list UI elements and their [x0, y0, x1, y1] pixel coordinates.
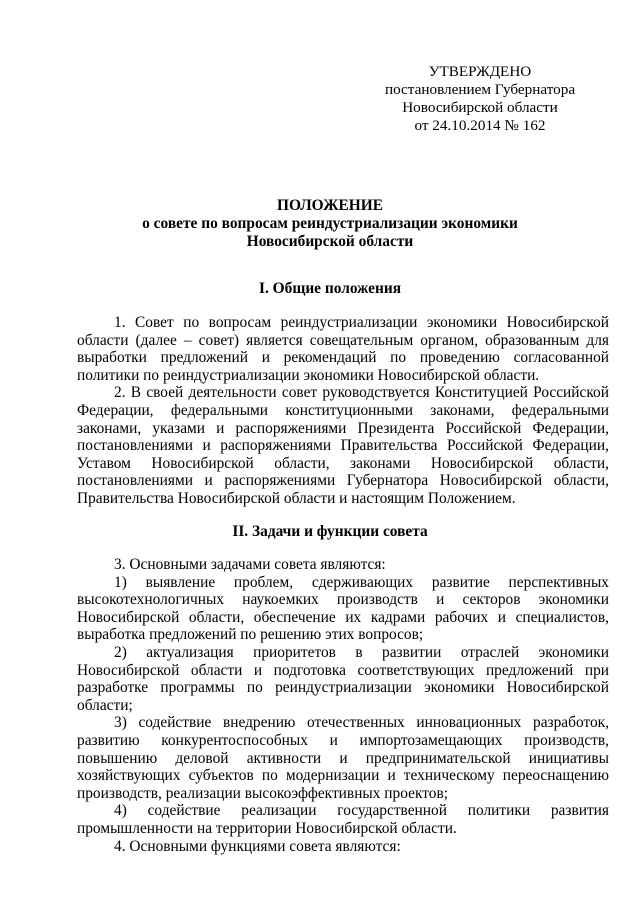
section-1-body	[77, 314, 609, 508]
list-item-3: 3) содействие внедрению отечественных инновационных разработок, развитию конкурентоспособных и импортозамещающих производств, повышению деловой активности и предпринимательской инициативы хозяйствующих субъектов по модернизации и техническому переоснащению производств, реализации высокоэффективных проектов;	[77, 714, 609, 802]
title-heading: ПОЛОЖЕНИЕ	[277, 197, 383, 214]
section-2-heading: II. Задачи и функции совета	[232, 523, 428, 540]
paragraph-4: 4. Основными функциями совета являются:	[114, 837, 401, 855]
list-item-4: 4) содействие реализации государственной политики развития промышленности на территории Новосибирской области.	[77, 802, 609, 837]
paragraph-1: 1. Совет по вопросам реиндустриализации экономики Новосибирской области (далее – совет) является совещательным органом, образованным для выработки предложений и рекомендаций по проведению согласованной политики по реиндустриализации экономики Новосибирской области.	[77, 314, 609, 384]
paragraph-3: 3. Основными задачами совета являются:	[114, 556, 386, 573]
approval-stamp: УТВЕРЖДЕНО	[428, 63, 532, 80]
document-title	[60, 197, 600, 251]
title-region: Новосибирской области	[246, 233, 414, 250]
approval-region: Новосибирской области	[402, 99, 558, 116]
section-1-heading: I. Общие положения	[258, 280, 402, 297]
paragraph-2: 2. В своей деятельности совет руководствуется Конституцией Российской Федерации, федеральными конституционными законами, федеральными законами, указами и распоряжениями Президента Российской Федерации, постановлениями и распоряжениями Правительства Российской Федерации, Уставом Новосибирской области, законами Новосибирской области, постановлениями и распоряжениями Губернатора Новосибирской области, Правительства Новосибирской области и настоящим Положением.	[77, 384, 609, 507]
list-item-1: 1) выявление проблем, сдерживающих развитие перспективных высокотехнологичных наукоемких производств и секторов экономики Новосибирской области, обеспечение их кадрами рабочих и специалистов, выработка предложений по решению этих вопросов;	[77, 573, 609, 644]
title-subject: о совете по вопросам реиндустриализации экономики	[142, 215, 518, 232]
approval-decree: постановлением Губернатора	[384, 81, 576, 98]
section-2-body	[77, 556, 609, 855]
approval-date-number: от 24.10.2014 № 162	[414, 117, 546, 134]
list-item-2: 2) актуализация приоритетов в развитии отраслей экономики Новосибирской области и подготовка соответствующих предложений при разработке программы по реиндустриализации экономики Новосибирской области;	[77, 643, 609, 714]
approval-block	[380, 63, 580, 135]
